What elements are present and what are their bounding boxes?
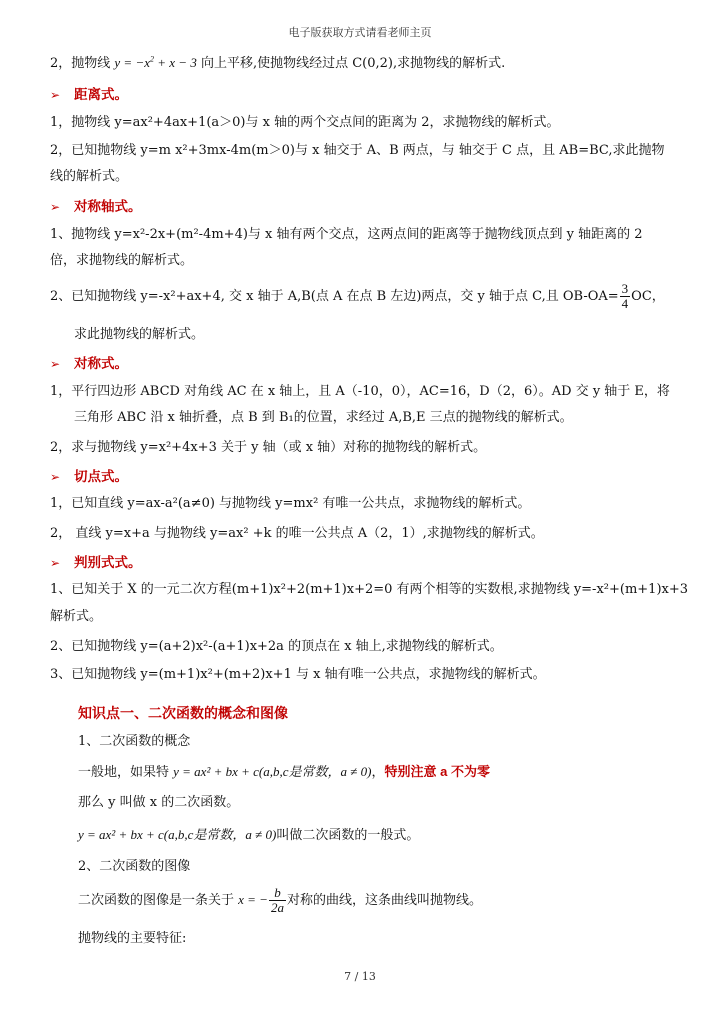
fraction-denominator: 4: [621, 296, 629, 311]
section-title: 切点式。: [74, 469, 128, 484]
problem-line: 3、已知抛物线 y=(m+1)x²+(m+2)x+1 与 x 轴有唯一公共点，求抛物线的解析式。: [50, 667, 546, 682]
problem-line: 1，已知直线 y=ax-a²(a≠0) 与抛物线 y=mx² 有唯一公共点，求抛物线的解析式。: [50, 496, 531, 511]
arrow-bullet-icon: ➢: [50, 88, 61, 102]
problem-line: 1、已知关于 X 的一元二次方程(m+1)x²+2(m+1)x+2=0 有两个相等的实数根,求抛物线 y=-x²+(m+1)x+3: [50, 582, 689, 597]
problem-line: 1、抛物线 y=x²-2x+(m²-4m+4)与 x 轴有两个交点，这两点间的距离等于抛物线顶点到 y 轴距离的 2: [50, 227, 643, 242]
knowledge-line: [78, 763, 490, 782]
problem-line: 2，求与抛物线 y=x²+4x+3 关于 y 轴（或 x 轴）对称的抛物线的解析式。: [50, 440, 487, 455]
section-heading: [50, 554, 142, 573]
knowledge-line: 抛物线的主要特征:: [78, 931, 187, 946]
knowledge-line: 2、二次函数的图像: [78, 859, 191, 874]
problem-line: 三角形 ABC 沿 x 轴折叠，点 B 到 B₁的位置，求经过 A,B,E 三点的抛物线的解析式。: [74, 410, 573, 425]
knowledge-text: 一般地，如果特: [78, 765, 174, 780]
knowledge-line: [78, 826, 419, 845]
problem-line: [50, 54, 505, 73]
problem-text: OC，: [631, 289, 665, 304]
problem-text: 2、已知抛物线 y=-x²+ax+4, 交 x 轴于 A,B(点 A 在点 B 左边)两点，交 y 轴于点 C,且 OB-OA=: [50, 289, 619, 304]
page-header: 电子版获取方式请看老师主页: [288, 26, 432, 39]
math-expression: $y = -x^2 + x - 3$: [114, 54, 197, 70]
knowledge-text: 对称的曲线，这条曲线叫抛物线。: [286, 893, 482, 908]
section-title: 距离式。: [74, 87, 128, 102]
emphasis-note: 特别注意 a 不为零: [384, 764, 490, 779]
section-heading: [50, 86, 128, 105]
knowledge-line: [78, 886, 482, 915]
math-expression: y = ax² + bx + c(a,b,c是常数，a ≠ 0): [78, 827, 277, 842]
section-heading: [50, 198, 142, 217]
section-heading: [50, 355, 128, 374]
problem-line: [50, 282, 665, 311]
problem-line: 2， 直线 y=x+a 与抛物线 y=ax² +k 的唯一公共点 A（2，1）,求抛物线的解析式。: [50, 526, 544, 541]
problem-text: 向上平移,使抛物线经过点 C(0,2),求抛物线的解析式.: [196, 56, 506, 71]
arrow-bullet-icon: ➢: [50, 357, 61, 371]
knowledge-line: 1、二次函数的概念: [78, 734, 191, 749]
knowledge-title: 知识点一、二次函数的概念和图像: [78, 705, 288, 721]
fraction-numerator: 3: [621, 281, 629, 296]
problem-line: 1，平行四边形 ABCD 对角线 AC 在 x 轴上，且 A（-10，0），AC=16，D（2，6）。AD 交 y 轴于 E，将: [50, 384, 670, 399]
fraction: [620, 282, 631, 311]
section-title: 判别式式。: [74, 555, 142, 570]
problem-text: 2，抛物线: [50, 56, 115, 71]
problem-line: 倍，求抛物线的解析式。: [50, 253, 194, 268]
arrow-bullet-icon: ➢: [50, 556, 61, 570]
section-heading: [50, 468, 128, 487]
problem-line: 1，抛物线 y=ax²+4ax+1(a＞0)与 x 轴的两个交点间的距离为 2，求抛物线的解析式。: [50, 115, 560, 130]
arrow-bullet-icon: ➢: [50, 200, 61, 214]
problem-line: 解析式。: [50, 609, 103, 624]
fraction-denominator: 2a: [270, 900, 284, 915]
knowledge-line: 那么 y 叫做 x 的二次函数。: [78, 795, 240, 810]
problem-line: 2、已知抛物线 y=(a+2)x²-(a+1)x+2a 的顶点在 x 轴上,求抛物线的解析式。: [50, 639, 503, 654]
fraction: [269, 886, 286, 915]
math-expression: y = ax² + bx + c(a,b,c是常数，a ≠ 0): [173, 764, 372, 779]
problem-line: 求此抛物线的解析式。: [74, 327, 205, 342]
section-title: 对称轴式。: [74, 199, 142, 214]
knowledge-text: 叫做二次函数的一般式。: [276, 828, 420, 843]
knowledge-text: ，: [371, 765, 385, 780]
problem-line: 线的解析式。: [50, 169, 129, 184]
fraction-numerator: b: [274, 885, 281, 900]
arrow-bullet-icon: ➢: [50, 470, 61, 484]
problem-line: 2，已知抛物线 y=m x²+3mx-4m(m＞0)与 x 轴交于 A、B 两点，与 轴交于 C 点，且 AB=BC,求此抛物: [50, 143, 665, 158]
knowledge-text: 二次函数的图像是一条关于: [78, 893, 239, 908]
math-expression: x = −: [238, 892, 268, 907]
section-title: 对称式。: [74, 356, 128, 371]
page-number: 7 / 13: [344, 970, 376, 983]
